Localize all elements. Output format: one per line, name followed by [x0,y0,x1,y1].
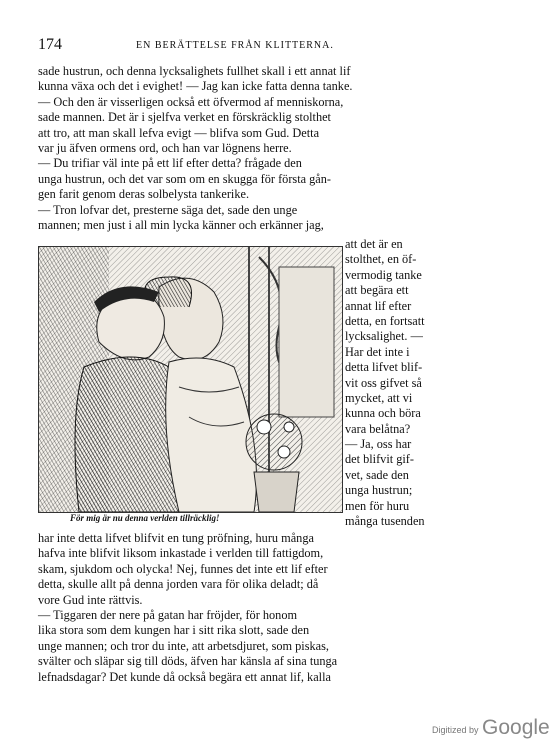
text-line: mannen; men just i all min lycka känner och erkänner jag, [38,217,324,232]
text-line: har inte detta lifvet blifvit en tung pröfning, huru många [38,531,314,545]
text-line: detta, skulle allt på denna jorden vara för olika deladt; då [38,577,319,592]
text-line: unga hustrun, och det var som om en skugga för första gån- [38,171,332,186]
text-line: lefnadsdagar? Det kunde då också begära ett annat lif, kalla [38,669,331,684]
engraving-couple-picture [39,247,342,512]
text-line: kunna växa och det i evighet! — Jag kan icke fatta denna tanke. [38,79,353,94]
text-line: kunna och böra [345,406,421,421]
body-text-top [38,64,448,233]
text-line: vermodig tanke [345,267,422,282]
text-line: att begära ett [345,283,409,298]
text-line: att det är en [345,237,403,251]
google-logo: Google [482,716,550,739]
text-line: vit oss gifvet så [345,375,422,390]
text-line: detta lifvet blif- [345,360,423,375]
page-number: 174 [38,36,62,53]
text-line: — Tiggaren der nere på gatan har fröjder, för honom [38,607,298,622]
body-text-side [345,237,448,529]
engraving-illustration [38,246,343,513]
text-line: unge mannen; och tror du inte, att arbetsdjuret, som piskas, [38,638,329,653]
text-line: sade mannen. Det är i sjelfva verket en förskräcklig stolthet [38,110,331,125]
body-text-bottom [38,531,448,685]
google-watermark [432,716,556,746]
text-line: Har det inte i [345,344,410,359]
text-line: — Och den är visserligen också ett öfvermod af menniskorna, [38,94,344,109]
text-line: var ju äfven ormens ord, och han var lögnens herre. [38,140,292,155]
running-head: EN BERÄTTELSE FRÅN KLITTERNA. [136,40,334,51]
text-line: vore Gud inte rättvis. [38,592,143,607]
text-line: — Tron lofvar det, presterne säga det, sade den unge [38,202,298,217]
text-line: vet, sade den [345,467,409,482]
text-line: gen farit genom deras solbelysta tankerike. [38,187,250,202]
text-line: vara belåtna? [345,421,411,436]
text-line: mycket, att vi [345,390,413,405]
text-line: många tusenden [345,514,425,529]
text-line: sade hustrun, och denna lycksalighets fullhet skall i ett annat lif [38,64,351,78]
text-line: lika stora som dem kungen har i sitt rika slott, sade den [38,623,310,638]
text-line: annat lif efter [345,298,412,313]
text-line: stolthet, en öf- [345,252,417,267]
text-line: men för huru [345,498,410,513]
text-line: — Ja, oss har [345,437,412,452]
digitized-by-label: Digitized by [432,725,479,735]
text-line: detta, en fortsatt [345,313,425,328]
text-line: unga hustrun; [345,483,413,498]
text-line: hafva inte blifvit liksom inkastade i verlden till fattigdom, [38,546,324,561]
text-line: svälter och släpar sig till döds, äfven har känsla af sina tunga [38,654,338,669]
text-line: skam, sjukdom och olycka! Nej, funnes det inte ett lif efter [38,561,328,576]
text-line: — Du trifiar väl inte på ett lif efter detta? frågade den [38,156,302,171]
text-line: att tro, att man skall lefva evigt — blifva som Gud. Detta [38,125,320,140]
illustration-caption: För mig är nu denna verlden tillräcklig! [70,513,220,523]
text-line: det blifvit gif- [345,452,414,467]
text-line: lycksalighet. — [345,329,423,344]
page-header [38,36,448,56]
